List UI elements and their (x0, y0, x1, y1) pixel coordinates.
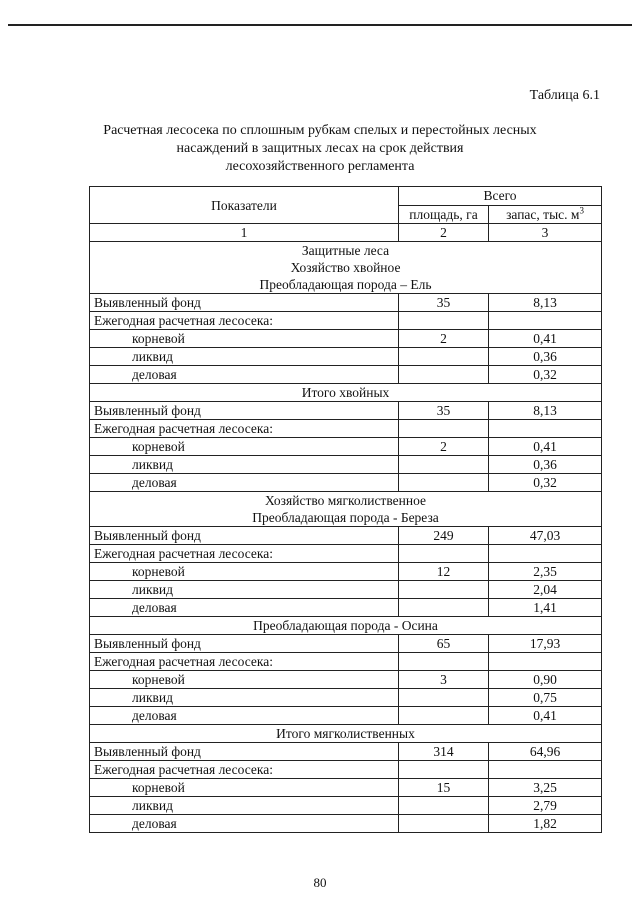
section-header-line: Итого хвойных (301, 385, 390, 400)
area-cell (399, 312, 489, 330)
table-row (90, 743, 602, 761)
area-cell: 15 (399, 779, 489, 797)
table-row (90, 797, 602, 815)
page-number: 80 (313, 875, 327, 890)
section-header-row (90, 242, 602, 294)
header-stock-unit-exponent: 3 (579, 205, 584, 216)
area-cell (399, 456, 489, 474)
row-label: корневой (90, 779, 399, 797)
caption-line: Расчетная лесосека по сплошным рубкам спелых и перестойных лесных (103, 123, 537, 138)
row-label: деловая (90, 707, 399, 725)
column-number: 1 (90, 224, 399, 242)
section-header-line: Преобладающая порода - Береза (252, 510, 439, 525)
table-row (90, 474, 602, 492)
row-label: корневой (90, 438, 399, 456)
table-row (90, 599, 602, 617)
stock-cell: 0,36 (489, 456, 602, 474)
section-header-row (90, 492, 602, 527)
table-row (90, 815, 602, 833)
header-total: Всего (399, 187, 602, 206)
area-cell (399, 761, 489, 779)
stock-cell: 0,41 (489, 330, 602, 348)
row-label: Выявленный фонд (90, 402, 399, 420)
header-row (90, 187, 602, 206)
stock-cell: 8,13 (489, 294, 602, 312)
row-label: корневой (90, 330, 399, 348)
area-cell (399, 366, 489, 384)
table-row (90, 330, 602, 348)
area-cell: 249 (399, 527, 489, 545)
stock-cell: 1,41 (489, 599, 602, 617)
table-row (90, 402, 602, 420)
row-label: Выявленный фонд (90, 294, 399, 312)
header-stock-label: запас, тыс. м (506, 206, 580, 222)
row-label: Ежегодная расчетная лесосека: (90, 761, 399, 779)
header-indicators: Показатели (90, 187, 399, 224)
header-area: площадь, га (399, 205, 489, 224)
stock-cell: 0,32 (489, 366, 602, 384)
header-stock (489, 205, 602, 224)
table-row (90, 294, 602, 312)
row-label: деловая (90, 815, 399, 833)
stock-cell: 64,96 (489, 743, 602, 761)
row-label: деловая (90, 474, 399, 492)
stock-cell: 2,04 (489, 581, 602, 599)
row-label: Выявленный фонд (90, 635, 399, 653)
stock-cell (489, 312, 602, 330)
area-cell (399, 653, 489, 671)
row-label: ликвид (90, 797, 399, 815)
area-cell (399, 815, 489, 833)
stock-cell: 3,25 (489, 779, 602, 797)
row-label: Ежегодная расчетная лесосека: (90, 545, 399, 563)
stock-cell (489, 653, 602, 671)
table-row (90, 635, 602, 653)
area-cell: 35 (399, 402, 489, 420)
table-row (90, 366, 602, 384)
row-label: Ежегодная расчетная лесосека: (90, 653, 399, 671)
stock-cell (489, 420, 602, 438)
section-header-cell (90, 617, 602, 635)
stock-cell: 0,75 (489, 689, 602, 707)
top-rule (8, 24, 632, 26)
area-cell (399, 599, 489, 617)
caption-line: насаждений в защитных лесах на срок действия (176, 141, 464, 156)
table-row (90, 761, 602, 779)
area-cell: 65 (399, 635, 489, 653)
area-cell (399, 797, 489, 815)
table-row (90, 527, 602, 545)
column-number-row (90, 224, 602, 242)
table-reference: Таблица 6.1 (529, 88, 600, 103)
row-label: ликвид (90, 456, 399, 474)
area-cell (399, 545, 489, 563)
stock-cell (489, 545, 602, 563)
section-header-row (90, 725, 602, 743)
section-header-cell (90, 725, 602, 743)
section-header-row (90, 617, 602, 635)
table-row (90, 689, 602, 707)
table-row (90, 563, 602, 581)
table-row (90, 420, 602, 438)
row-label: корневой (90, 671, 399, 689)
table-row (90, 456, 602, 474)
row-label: ликвид (90, 581, 399, 599)
stock-cell: 0,41 (489, 707, 602, 725)
stock-cell: 1,82 (489, 815, 602, 833)
stock-cell: 8,13 (489, 402, 602, 420)
row-label: деловая (90, 599, 399, 617)
table-row (90, 671, 602, 689)
section-header-line: Хозяйство хвойное (290, 260, 401, 275)
table-row (90, 348, 602, 366)
area-cell (399, 420, 489, 438)
area-cell: 314 (399, 743, 489, 761)
caption-line: лесохозяйственного регламента (225, 159, 415, 174)
section-header-cell (90, 384, 602, 402)
stock-cell: 0,36 (489, 348, 602, 366)
stock-cell: 47,03 (489, 527, 602, 545)
stock-cell: 0,41 (489, 438, 602, 456)
row-label: Ежегодная расчетная лесосека: (90, 420, 399, 438)
row-label: ликвид (90, 689, 399, 707)
section-header-line: Итого мягколиственных (276, 726, 415, 741)
table-caption (0, 122, 640, 176)
table-row (90, 707, 602, 725)
section-header-line: Преобладающая порода – Ель (259, 277, 432, 292)
section-header-row (90, 384, 602, 402)
stock-cell: 0,32 (489, 474, 602, 492)
data-table (89, 186, 602, 833)
table-row (90, 312, 602, 330)
section-header-line: Защитные леса (301, 243, 390, 258)
area-cell: 2 (399, 330, 489, 348)
row-label: Ежегодная расчетная лесосека: (90, 312, 399, 330)
stock-cell: 2,35 (489, 563, 602, 581)
table-row (90, 581, 602, 599)
row-label: корневой (90, 563, 399, 581)
table-row (90, 438, 602, 456)
row-label: Выявленный фонд (90, 743, 399, 761)
area-cell (399, 689, 489, 707)
area-cell (399, 348, 489, 366)
section-header-line: Хозяйство мягколиственное (265, 493, 426, 508)
row-label: деловая (90, 366, 399, 384)
area-cell: 35 (399, 294, 489, 312)
table-row (90, 653, 602, 671)
row-label: Выявленный фонд (90, 527, 399, 545)
area-cell: 2 (399, 438, 489, 456)
stock-cell: 0,90 (489, 671, 602, 689)
row-label: ликвид (90, 348, 399, 366)
stock-cell: 17,93 (489, 635, 602, 653)
section-header-cell (90, 242, 602, 294)
section-header-cell (90, 492, 602, 527)
area-cell (399, 707, 489, 725)
area-cell: 3 (399, 671, 489, 689)
area-cell (399, 474, 489, 492)
area-cell: 12 (399, 563, 489, 581)
stock-cell: 2,79 (489, 797, 602, 815)
table-row (90, 545, 602, 563)
column-number: 3 (489, 224, 602, 242)
area-cell (399, 581, 489, 599)
section-header-line: Преобладающая порода - Осина (253, 618, 438, 633)
table-row (90, 779, 602, 797)
stock-cell (489, 761, 602, 779)
column-number: 2 (399, 224, 489, 242)
